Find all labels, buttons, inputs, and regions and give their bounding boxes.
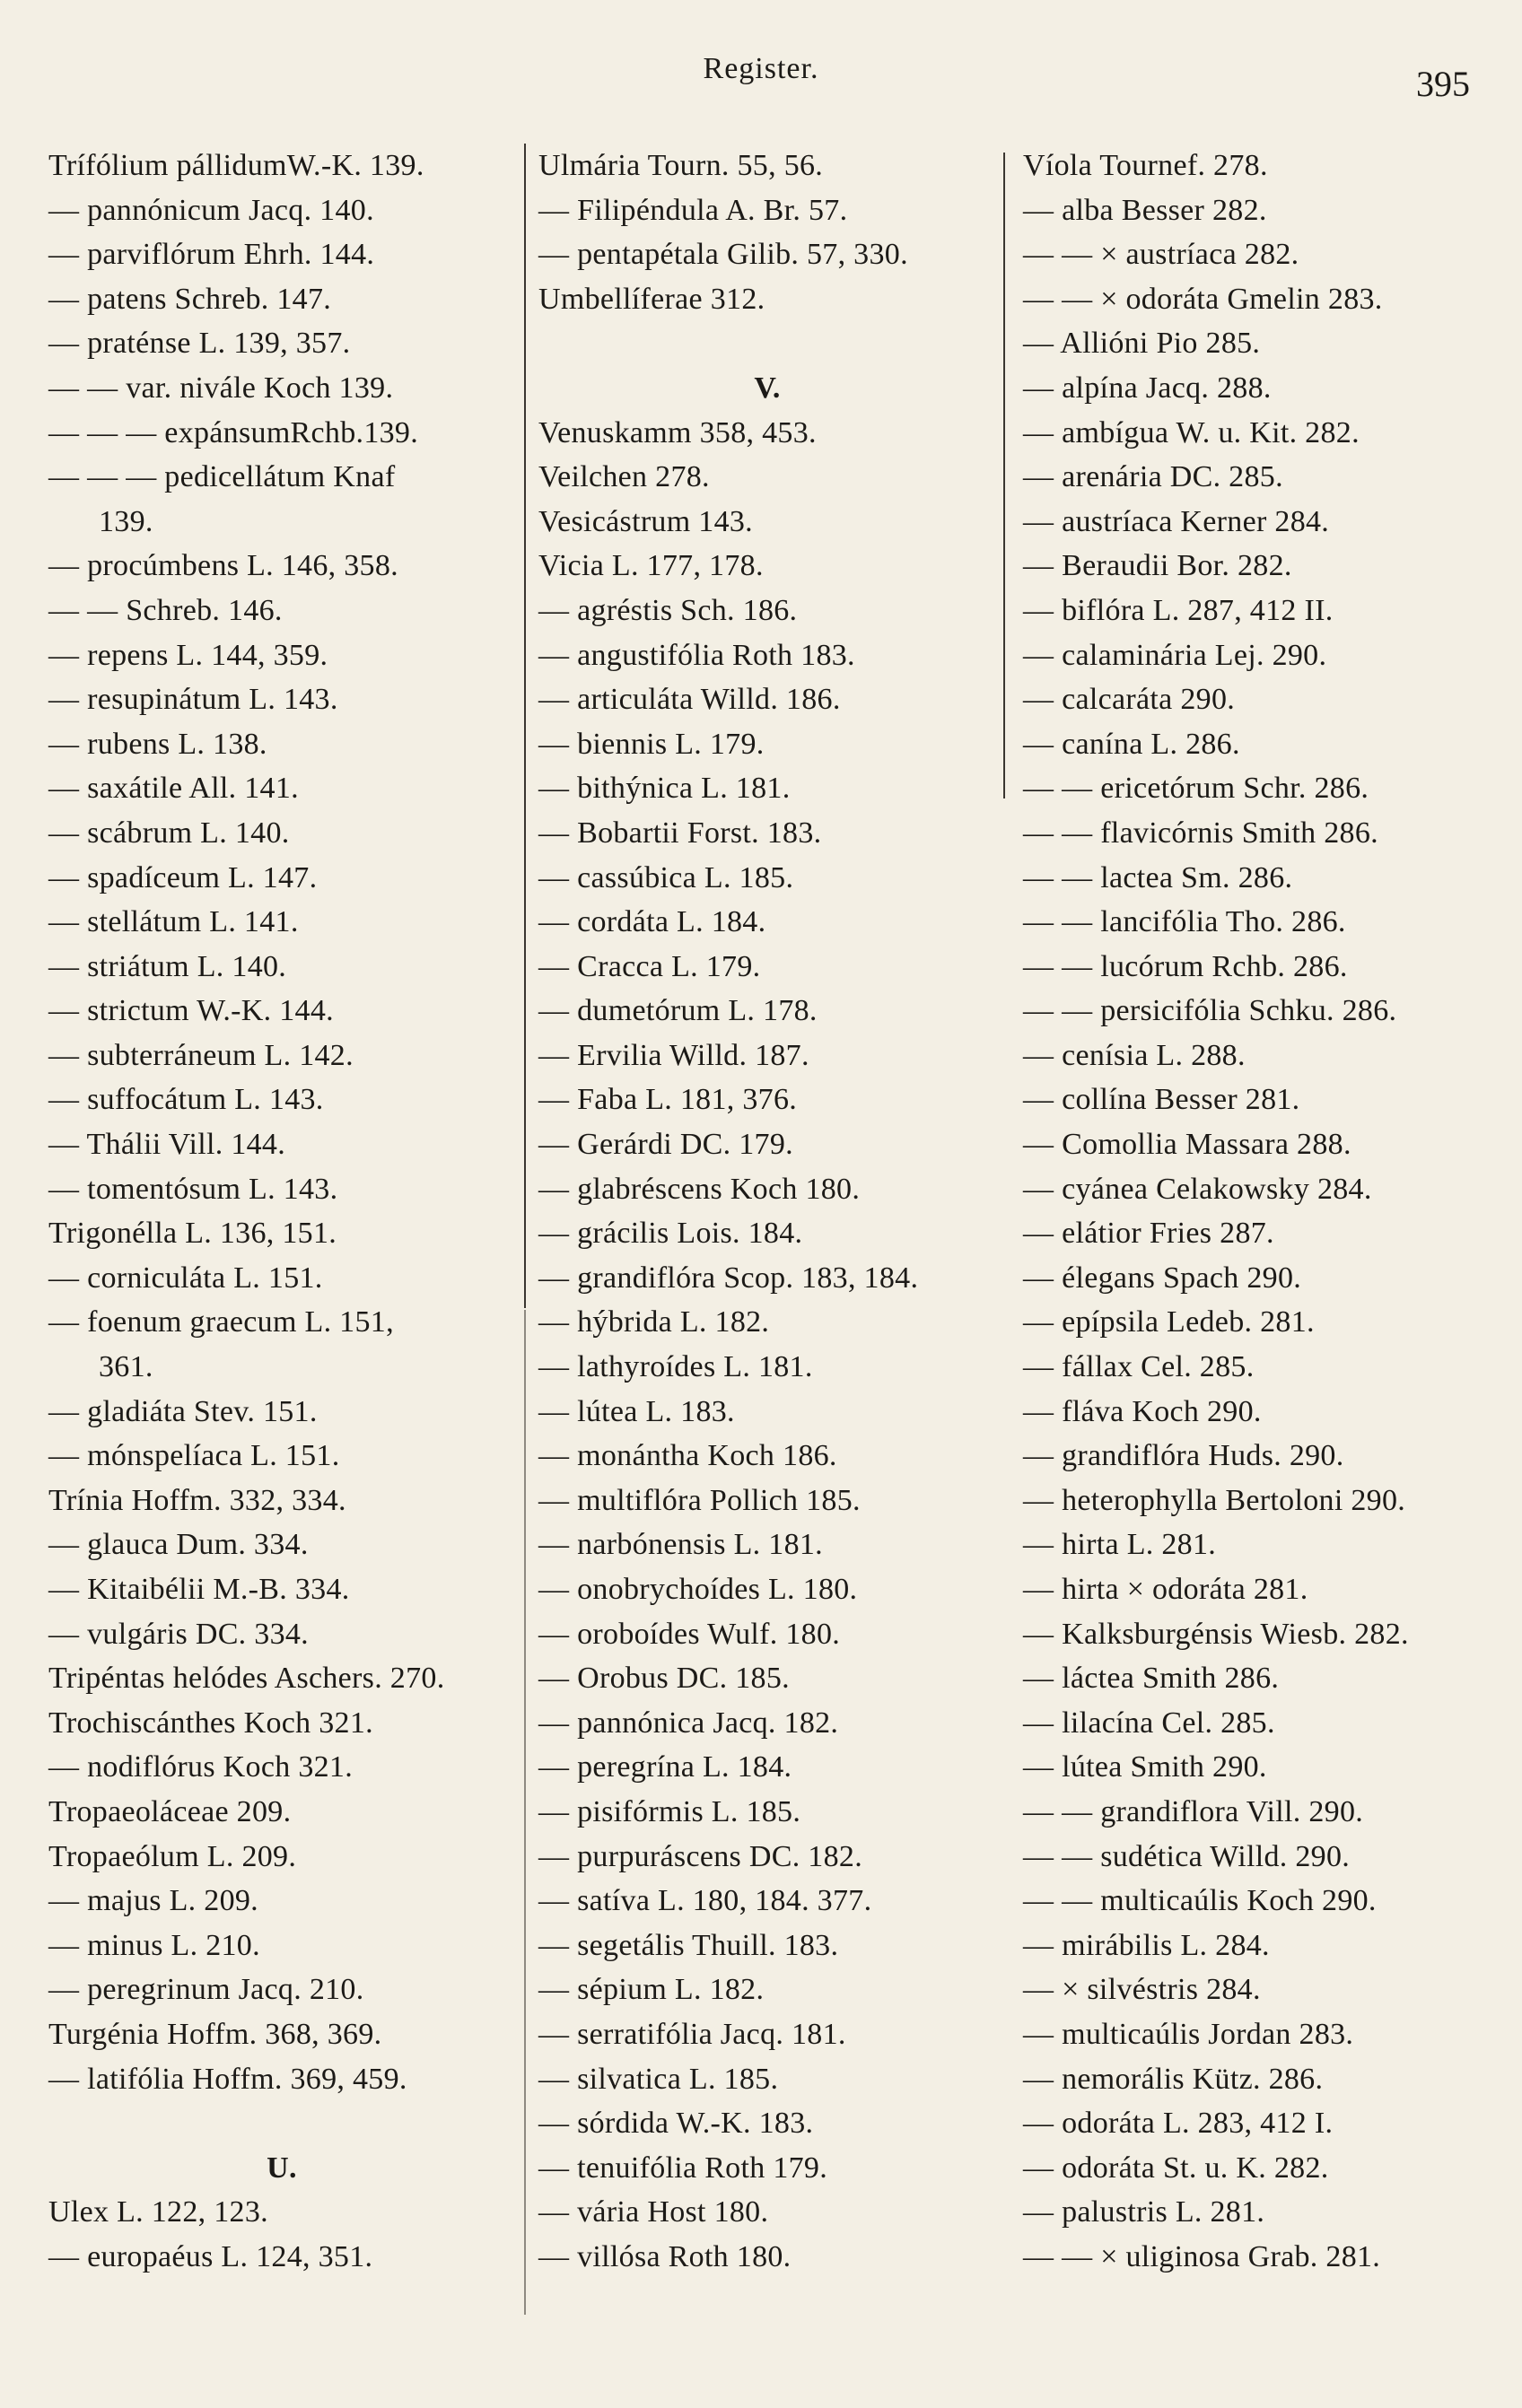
- index-entry: — fállax Cel. 285.: [1023, 1350, 1255, 1384]
- index-entry: — villósa Roth 180.: [538, 2239, 792, 2273]
- index-entry: — peregrína L. 184.: [538, 1750, 792, 1784]
- index-entry: — lilacína Cel. 285.: [1023, 1706, 1275, 1740]
- index-entry: — strictum W.-K. 144.: [48, 994, 334, 1028]
- index-entry: — Comollia Massara 288.: [1023, 1128, 1351, 1162]
- index-entry: — Bobartii Forst. 183.: [538, 816, 822, 850]
- column-divider: [524, 1310, 526, 2315]
- index-entry: — alpína Jacq. 288.: [1023, 371, 1272, 405]
- index-entry: Tripéntas helódes Aschers. 270.: [48, 1662, 445, 1696]
- index-entry: — sórdida W.-K. 183.: [538, 2107, 814, 2141]
- index-entry: — Cracca L. 179.: [538, 949, 761, 983]
- index-entry: — patens Schreb. 147.: [48, 282, 332, 316]
- index-entry: — — persicifólia Schku. 286.: [1023, 994, 1397, 1028]
- index-entry: Vicia L. 177, 178.: [538, 549, 764, 583]
- running-header: Register.: [703, 52, 819, 85]
- index-entry: — pannónicum Jacq. 140.: [48, 193, 374, 227]
- index-entry: — multiflóra Pollich 185.: [538, 1483, 861, 1517]
- index-entry: — tenuifólia Roth 179.: [538, 2151, 828, 2185]
- index-entry: — mónspelíaca L. 151.: [48, 1439, 340, 1473]
- index-entry: — narbónensis L. 181.: [538, 1528, 823, 1562]
- index-entry: — grácilis Lois. 184.: [538, 1217, 803, 1251]
- index-entry: — élegans Spach 290.: [1023, 1261, 1302, 1295]
- index-entry: Turgénia Hoffm. 368, 369.: [48, 2017, 382, 2051]
- index-entry: — láctea Smith 286.: [1023, 1662, 1280, 1696]
- index-entry: — purpuráscens DC. 182.: [538, 1839, 863, 1873]
- index-entry: — scábrum L. 140.: [48, 816, 290, 850]
- index-entry: — multicaúlis Jordan 283.: [1023, 2017, 1354, 2051]
- index-entry: — dumetórum L. 178.: [538, 994, 818, 1028]
- index-entry: — lútea L. 183.: [538, 1394, 735, 1428]
- index-entry: — — var. nivále Koch 139.: [48, 371, 394, 405]
- index-entry: — — multicaúlis Koch 290.: [1023, 1884, 1377, 1918]
- index-entry: — vária Host 180.: [538, 2195, 769, 2229]
- index-entry: — mirábilis L. 284.: [1023, 1928, 1270, 1962]
- index-entry: — Beraudii Bor. 282.: [1023, 549, 1292, 583]
- index-column-1: [48, 144, 515, 2280]
- index-entry: — grandiflóra Huds. 290.: [1023, 1439, 1344, 1473]
- index-entry: — — — pedicellátum Knaf: [48, 460, 396, 494]
- index-entry: — tomentósum L. 143.: [48, 1172, 338, 1206]
- index-column-3: [1023, 144, 1490, 2280]
- index-entry: — collína Besser 281.: [1023, 1083, 1300, 1117]
- index-entry: — grandiflóra Scop. 183, 184.: [538, 1261, 919, 1295]
- index-entry: Tropaeólum L. 209.: [48, 1839, 297, 1873]
- index-entry: — cyánea Celakowsky 284.: [1023, 1172, 1372, 1206]
- index-entry: — — flavicórnis Smith 286.: [1023, 816, 1378, 850]
- index-entry: — odoráta St. u. K. 282.: [1023, 2151, 1329, 2185]
- index-entry: [538, 321, 996, 366]
- index-entry: — ambígua W. u. Kit. 282.: [1023, 415, 1360, 449]
- index-entry: — latifólia Hoffm. 369, 459.: [48, 2062, 407, 2096]
- index-entry: — saxátile All. 141.: [48, 772, 299, 806]
- index-entry: — calaminária Lej. 290.: [1023, 638, 1327, 672]
- index-entry: — Ervilia Willd. 187.: [538, 1038, 809, 1072]
- index-entry: — sépium L. 182.: [538, 1973, 765, 2007]
- index-entry: Umbellíferae 312.: [538, 282, 765, 316]
- index-entry: — resupinátum L. 143.: [48, 683, 338, 717]
- index-entry: — segetális Thuill. 183.: [538, 1928, 839, 1962]
- index-entry: — — grandiflora Vill. 290.: [1023, 1794, 1364, 1828]
- index-entry: — spadíceum L. 147.: [48, 860, 318, 894]
- index-entry: — Gerárdi DC. 179.: [538, 1128, 793, 1162]
- index-entry: — procúmbens L. 146, 358.: [48, 549, 398, 583]
- index-entry: — epípsila Ledeb. 281.: [1023, 1305, 1315, 1339]
- column-divider: [1003, 153, 1005, 798]
- index-entry: — agréstis Sch. 186.: [538, 593, 798, 627]
- index-entry: — calcaráta 290.: [1023, 683, 1236, 717]
- index-entry: — nemorális Kütz. 286.: [1023, 2062, 1324, 2096]
- index-entry: Ulmária Tourn. 55, 56.: [538, 149, 824, 182]
- index-entry: — Kitaibélii M.-B. 334.: [48, 1573, 350, 1606]
- index-entry: — bithýnica L. 181.: [538, 772, 791, 806]
- index-entry: — stellátum L. 141.: [48, 905, 299, 939]
- index-entry: — odoráta L. 283, 412 I.: [1023, 2107, 1334, 2141]
- index-entry: — heterophylla Bertoloni 290.: [1023, 1483, 1406, 1517]
- index-entry: — hirta L. 281.: [1023, 1528, 1217, 1562]
- index-entry: — peregrinum Jacq. 210.: [48, 1973, 364, 2007]
- index-entry: — — Schreb. 146.: [48, 593, 283, 627]
- index-entry: — biennis L. 179.: [538, 727, 765, 761]
- index-entry: [48, 2101, 515, 2146]
- index-entry: Trigonélla L. 136, 151.: [48, 1217, 337, 1251]
- index-entry: — articuláta Willd. 186.: [538, 683, 841, 717]
- index-entry: — hirta × odoráta 281.: [1023, 1573, 1308, 1606]
- index-entry: — foenum graecum L. 151,: [48, 1305, 394, 1339]
- index-entry: — — — expánsumRchb.139.: [48, 415, 419, 449]
- index-entry: — elátior Fries 287.: [1023, 1217, 1274, 1251]
- index-entry: — — × odoráta Gmelin 283.: [1023, 282, 1383, 316]
- index-entry: — — lactea Sm. 286.: [1023, 860, 1293, 894]
- index-entry: — oroboídes Wulf. 180.: [538, 1617, 841, 1651]
- index-entry: — lathyroídes L. 181.: [538, 1350, 813, 1384]
- index-entry: — monántha Koch 186.: [538, 1439, 837, 1473]
- index-entry: — lútea Smith 290.: [1023, 1750, 1267, 1784]
- index-entry: — europaéus L. 124, 351.: [48, 2239, 373, 2273]
- index-entry: Veilchen 278.: [538, 460, 710, 494]
- index-entry: — Kalksburgénsis Wiesb. 282.: [1023, 1617, 1409, 1651]
- section-letter: V.: [754, 371, 781, 405]
- index-entry: Víola Tournef. 278.: [1023, 149, 1268, 182]
- index-entry: Trínia Hoffm. 332, 334.: [48, 1483, 346, 1517]
- index-entry: — pannónica Jacq. 182.: [538, 1706, 839, 1740]
- index-entry: — glauca Dum. 334.: [48, 1528, 309, 1562]
- index-entry: — striátum L. 140.: [48, 949, 287, 983]
- index-entry: 361.: [99, 1350, 153, 1384]
- index-entry: — arenária DC. 285.: [1023, 460, 1283, 494]
- index-entry: Ulex L. 122, 123.: [48, 2195, 268, 2229]
- index-entry: — Orobus DC. 185.: [538, 1662, 790, 1696]
- index-entry: Tropaeoláceae 209.: [48, 1794, 292, 1828]
- index-entry: — gladiáta Stev. 151.: [48, 1394, 318, 1428]
- index-entry: — nodiflórus Koch 321.: [48, 1750, 354, 1784]
- index-entry: — pentapétala Gilib. 57, 330.: [538, 238, 908, 272]
- index-entry: — — ericetórum Schr. 286.: [1023, 772, 1369, 806]
- index-entry: — fláva Koch 290.: [1023, 1394, 1262, 1428]
- index-entry: — — × uliginosa Grab. 281.: [1023, 2239, 1381, 2273]
- index-entry: Vesicástrum 143.: [538, 504, 753, 538]
- index-entry: — rubens L. 138.: [48, 727, 267, 761]
- index-entry: Venuskamm 358, 453.: [538, 415, 817, 449]
- index-entry: — Allióni Pio 285.: [1023, 327, 1261, 361]
- index-entry: Trochiscánthes Koch 321.: [48, 1706, 373, 1740]
- index-entry: — austríaca Kerner 284.: [1023, 504, 1330, 538]
- index-entry: — cenísia L. 288.: [1023, 1038, 1246, 1072]
- page-number: 395: [1416, 64, 1470, 104]
- index-entry: — minus L. 210.: [48, 1928, 260, 1962]
- index-entry: — subterráneum L. 142.: [48, 1038, 354, 1072]
- index-entry: — Thálii Vill. 144.: [48, 1128, 286, 1162]
- index-entry: — angustifólia Roth 183.: [538, 638, 855, 672]
- index-entry: — repens L. 144, 359.: [48, 638, 328, 672]
- index-entry: Trífólium pállidumW.-K. 139.: [48, 149, 424, 182]
- index-entry: — praténse L. 139, 357.: [48, 327, 351, 361]
- index-entry: — pisifórmis L. 185.: [538, 1794, 801, 1828]
- index-entry: — serratifólia Jacq. 181.: [538, 2017, 846, 2051]
- index-entry: — — lucórum Rchb. 286.: [1023, 949, 1348, 983]
- index-entry: — biflóra L. 287, 412 II.: [1023, 593, 1334, 627]
- index-entry: — corniculáta L. 151.: [48, 1261, 323, 1295]
- index-entry: — alba Besser 282.: [1023, 193, 1267, 227]
- index-entry: — canína L. 286.: [1023, 727, 1240, 761]
- index-entry: — — × austríaca 282.: [1023, 238, 1299, 272]
- index-entry: — — lancifólia Tho. 286.: [1023, 905, 1346, 939]
- index-entry: — onobrychoídes L. 180.: [538, 1573, 858, 1606]
- section-letter: U.: [267, 2151, 297, 2185]
- index-entry: — vulgáris DC. 334.: [48, 1617, 309, 1651]
- index-entry: — hýbrida L. 182.: [538, 1305, 770, 1339]
- index-entry: — palustris L. 281.: [1023, 2195, 1265, 2229]
- index-entry: — — sudética Willd. 290.: [1023, 1839, 1351, 1873]
- index-entry: — satíva L. 180, 184. 377.: [538, 1884, 872, 1918]
- column-divider: [524, 144, 526, 1308]
- index-entry: — × silvéstris 284.: [1023, 1973, 1261, 2007]
- index-entry: — glabréscens Koch 180.: [538, 1172, 861, 1206]
- index-column-2: [538, 144, 996, 2280]
- index-entry: — Filipéndula A. Br. 57.: [538, 193, 848, 227]
- index-entry: 139.: [99, 504, 153, 538]
- index-entry: — cassúbica L. 185.: [538, 860, 794, 894]
- index-entry: — silvatica L. 185.: [538, 2062, 779, 2096]
- index-entry: — Faba L. 181, 376.: [538, 1083, 798, 1117]
- index-entry: — majus L. 209.: [48, 1884, 258, 1918]
- index-entry: — suffocátum L. 143.: [48, 1083, 324, 1117]
- index-entry: — cordáta L. 184.: [538, 905, 766, 939]
- index-entry: — parviflórum Ehrh. 144.: [48, 238, 375, 272]
